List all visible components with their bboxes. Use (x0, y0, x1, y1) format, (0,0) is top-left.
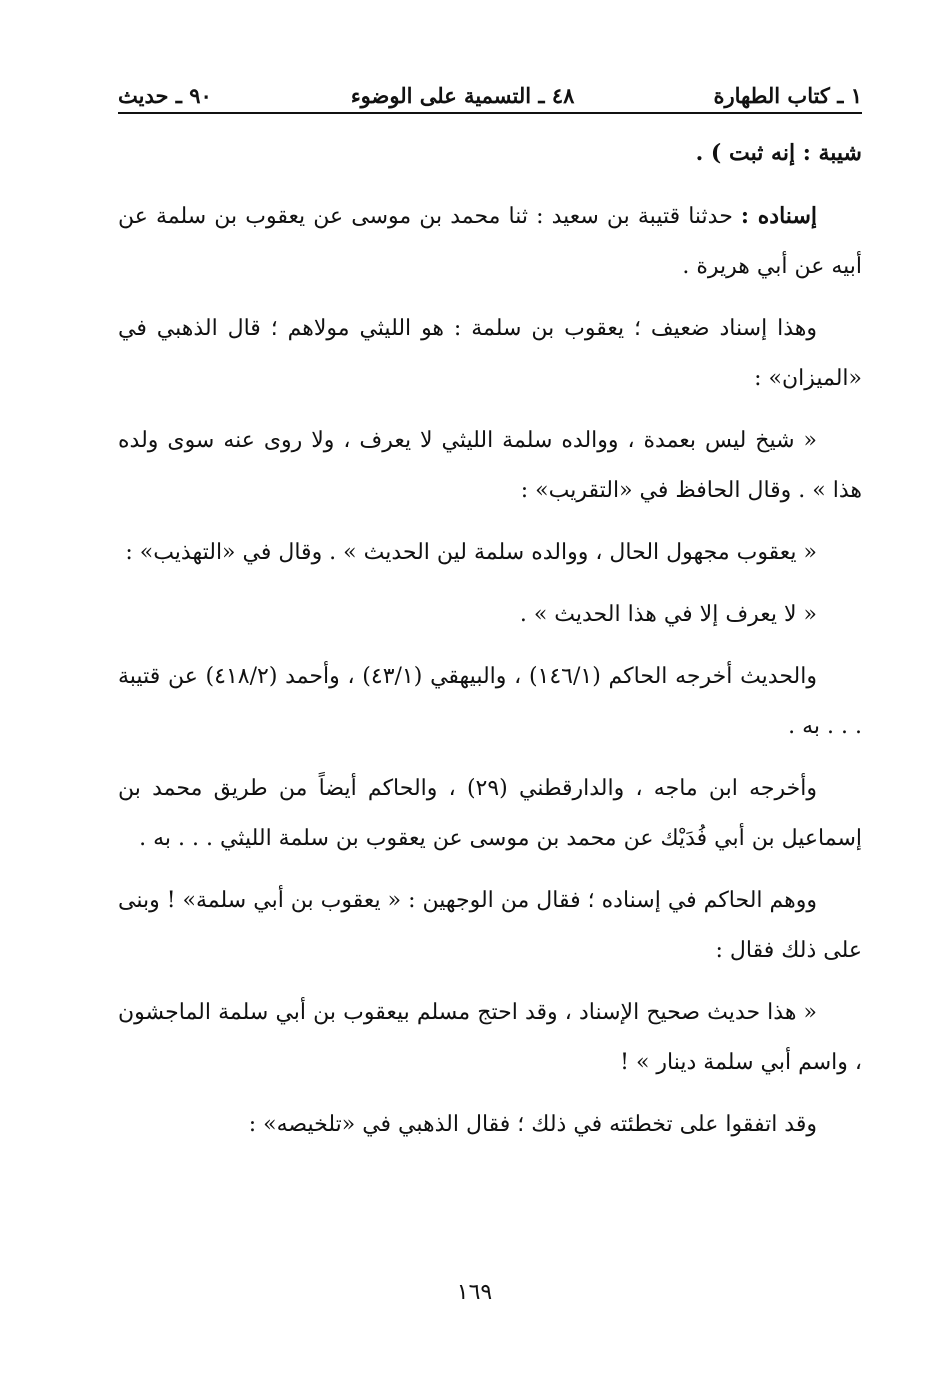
paragraph-text: حدثنا قتيبة بن سعيد : ثنا محمد بن موسى عن يعقوب بن سلمة عن أبيه عن أبي هريرة . (118, 204, 862, 279)
header-chapter: ١ ـ كتاب الطهارة (713, 83, 862, 108)
paragraph-text: وهذا إسناد ضعيف ؛ يعقوب بن سلمة : هو الليثي مولاهم ؛ قال الذهبي في «الميزان» : (118, 316, 862, 391)
paragraph (118, 304, 862, 404)
paragraph-text: وقد اتفقوا على تخطئته في ذلك ؛ فقال الذهبي في «تلخيصه» : (248, 1112, 817, 1137)
paragraph-text: « شيخ ليس بعمدة ، ووالده سلمة الليثي لا يعرف ، ولا روى عنه سوى ولده هذا » . وقال الحافظ في «التقريب» : (118, 428, 862, 503)
paragraph-quote (118, 528, 862, 578)
paragraph-quote (118, 590, 862, 640)
paragraph-quote (118, 988, 862, 1088)
paragraph-text: « يعقوب مجهول الحال ، ووالده سلمة لين الحديث » . وقال في «التهذيب» : (125, 540, 817, 565)
paragraph-text: ووهم الحاكم في إسناده ؛ فقال من الوجهين : « يعقوب بن أبي سلمة» ! وبنى على ذلك فقال : (118, 888, 862, 963)
header-hadith: ٩٠ ـ حديث (118, 83, 212, 108)
paragraph-lead: شيبة : إنه ثبت ) . (695, 140, 862, 166)
paragraph-isnad (118, 191, 862, 292)
header-section: ٤٨ ـ التسمية على الوضوء (350, 83, 575, 108)
page-number: ١٦٩ (456, 1280, 493, 1305)
paragraph-lead: إسناده : (740, 203, 817, 229)
paragraph (118, 764, 862, 864)
paragraph-text: وأخرجه ابن ماجه ، والدارقطني (٢٩) ، والحاكم أيضاً من طريق محمد بن إسماعيل بن أبي فُدَيْك عن محمد بن موسى عن يعقوب بن سلمة الليثي . . . به . (118, 776, 862, 851)
paragraph-text: والحديث أخرجه الحاكم (١٤٦/١) ، والبيهقي (٤٣/١) ، وأحمد (٤١٨/٢) عن قتيبة . . . به . (118, 664, 862, 739)
paragraph-quote (118, 416, 862, 516)
page-body (118, 128, 862, 1150)
running-header (118, 66, 862, 114)
paragraph-continuation (118, 128, 862, 179)
paragraph-text: « لا يعرف إلا في هذا الحديث » . (519, 602, 817, 627)
paragraph (118, 1100, 862, 1150)
paragraph-text: « هذا حديث صحيح الإسناد ، وقد احتج مسلم بيعقوب بن أبي سلمة الماجشون ، واسم أبي سلمة دينار » ! (118, 1000, 862, 1075)
paragraph (118, 876, 862, 976)
paragraph (118, 652, 862, 752)
